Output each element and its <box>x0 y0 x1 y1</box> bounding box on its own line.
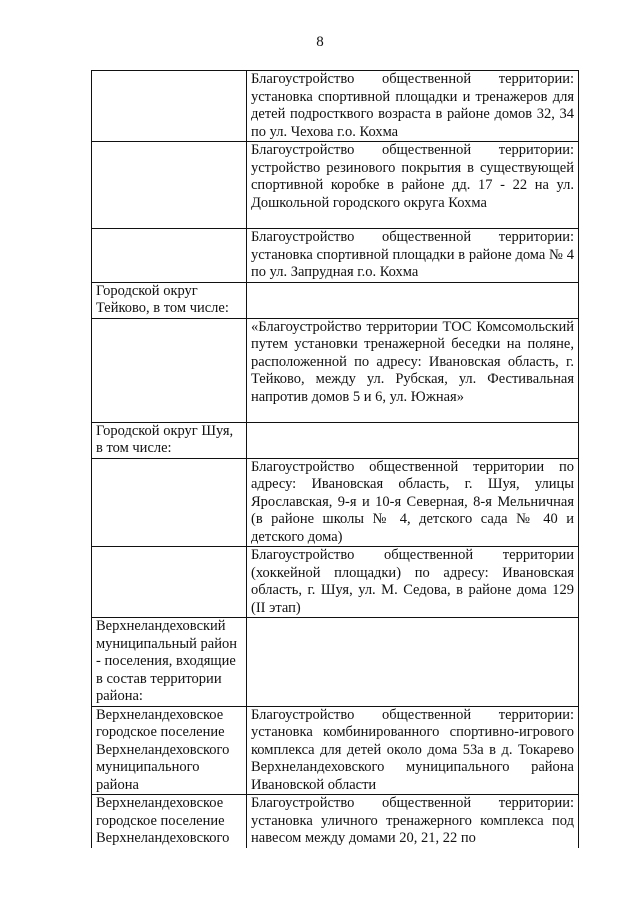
row-left-cell <box>92 547 247 618</box>
row-left-cell <box>92 458 247 547</box>
table-row <box>92 422 579 458</box>
row-right-cell <box>247 282 579 318</box>
row-left-cell: Верхнеландеховское городское поселение Верхнеландеховского муниципального района <box>92 706 247 795</box>
row-left-cell: Верхнеландеховское городское поселение Верхнеландеховского <box>92 795 247 848</box>
table-row <box>92 142 579 229</box>
row-left-cell <box>92 71 247 142</box>
document-table <box>91 70 579 848</box>
row-left-cell <box>92 318 247 422</box>
row-right-cell <box>247 422 579 458</box>
row-right-cell <box>247 618 579 707</box>
row-right-cell: Благоустройство общественной территории: устройство резинового покрытия в существующей спортивной коробке в районе дд. 17 - 22 на ул. Дошкольной городского округа Кохма <box>247 142 579 229</box>
row-right-cell: Благоустройство общественной территории: установка комбинированного спортивно-игрового комплекса для детей около дома 53а в д. Токарево Верхнеландеховского муниципального района Ивановской области <box>247 706 579 795</box>
row-left-cell: Верхнеландеховский муниципальный район - поселения, входящие в состав территории района: <box>92 618 247 707</box>
row-right-cell: «Благоустройство территории ТОС Комсомольский путем установки тренажерной беседки на поляне, расположенной по адресу: Ивановская область, г. Тейково, между ул. Рубская, ул. Фестивальная напротив домов 5 и 6, ул. Южная» <box>247 318 579 422</box>
row-left-cell: Городской округ Тейково, в том числе: <box>92 282 247 318</box>
page-number: 8 <box>316 34 324 50</box>
table-row <box>92 458 579 547</box>
row-left-cell <box>92 229 247 283</box>
table-row <box>92 547 579 618</box>
table-row <box>92 71 579 142</box>
row-right-cell: Благоустройство общественной территории: установка уличного тренажерного комплекса под навесом между домами 20, 21, 22 по <box>247 795 579 848</box>
table-row <box>92 318 579 422</box>
table-row <box>92 229 579 283</box>
row-right-cell: Благоустройство общественной территории: установка спортивной площадки в районе дома № 4 по ул. Запрудная г.о. Кохма <box>247 229 579 283</box>
row-left-cell <box>92 142 247 229</box>
row-right-cell: Благоустройство общественной территории: установка спортивной площадки и тренажеров для детей подростквого возраста в районе домов 32, 34 по ул. Чехова г.о. Кохма <box>247 71 579 142</box>
table-row <box>92 706 579 795</box>
table-row <box>92 618 579 707</box>
row-right-cell: Благоустройство общественной территории (хоккейной площадки) по адресу: Ивановская область, г. Шуя, ул. М. Седова, в районе дома 129 (II этап) <box>247 547 579 618</box>
table-row <box>92 795 579 848</box>
row-left-cell: Городской округ Шуя, в том числе: <box>92 422 247 458</box>
table-row <box>92 282 579 318</box>
row-right-cell: Благоустройство общественной территории по адресу: Ивановская область, г. Шуя, улицы Ярославская, 9-я и 10-я Северная, 8-я Мельничная (в районе школы № 4, детского сада № 40 и детского дома) <box>247 458 579 547</box>
